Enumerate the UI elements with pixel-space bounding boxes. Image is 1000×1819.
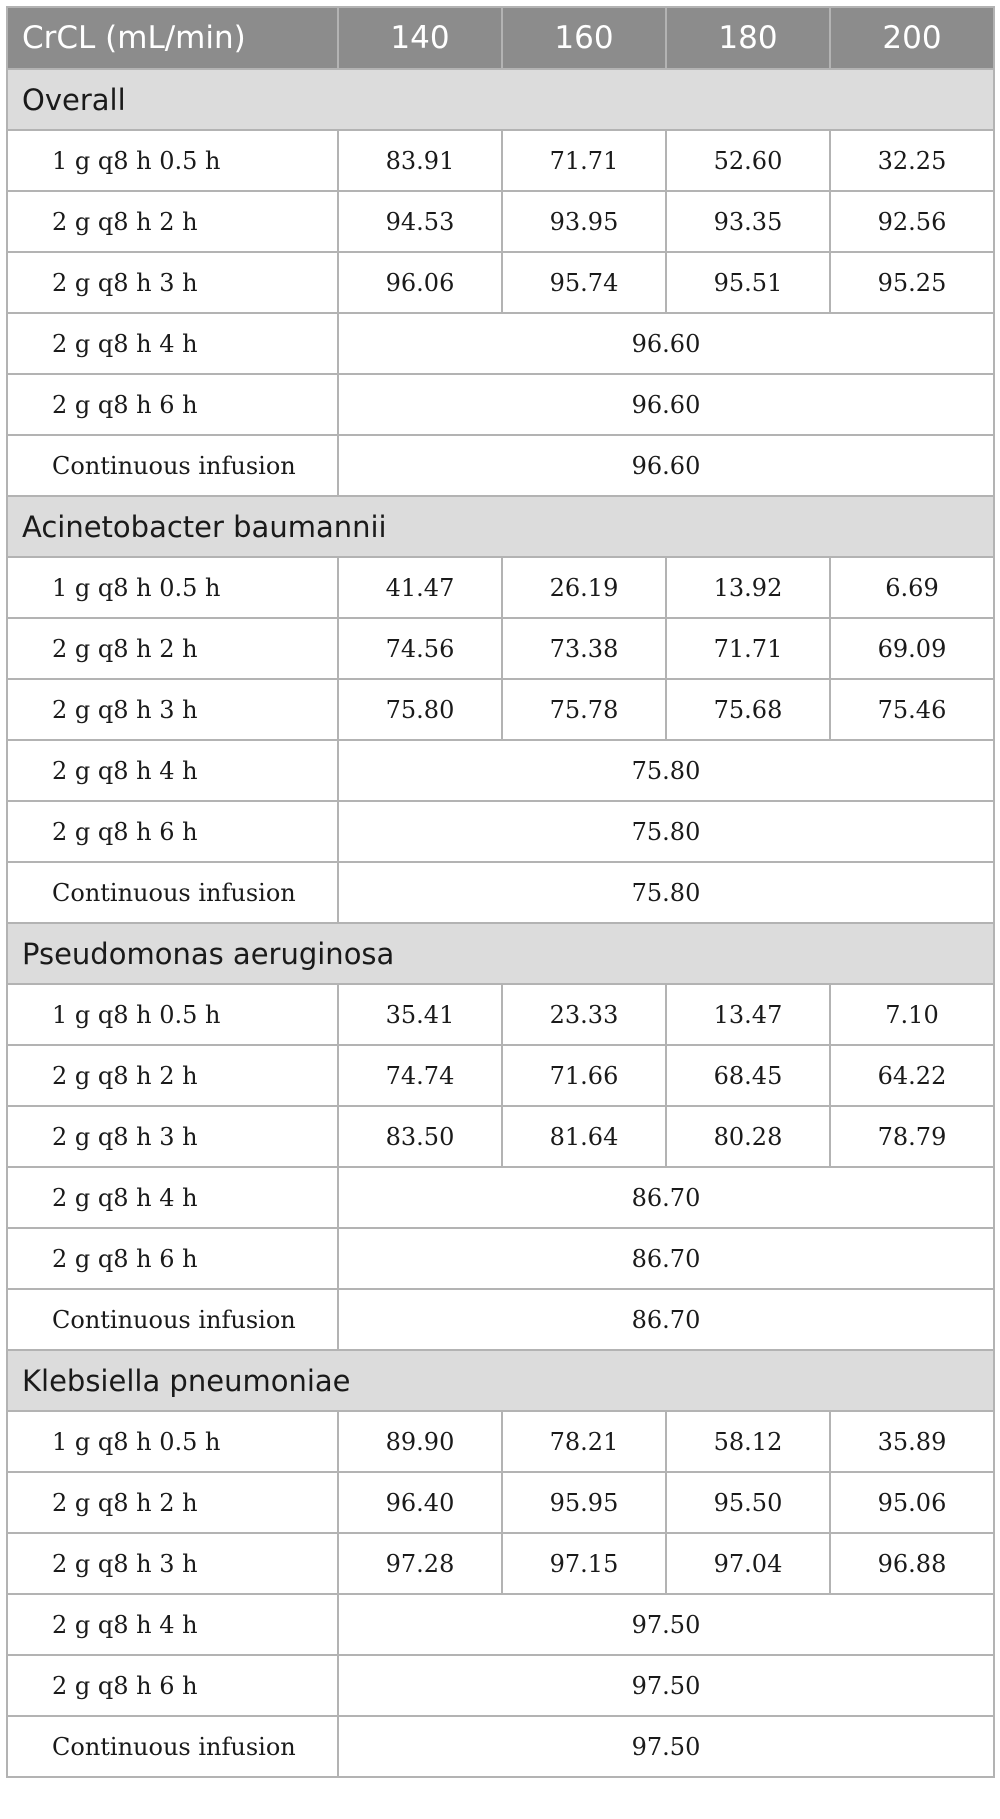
value-cell: 86.70 [338, 1289, 994, 1350]
table-row [7, 1594, 994, 1655]
regimen-label: 2 g q8 h 2 h [7, 1045, 338, 1106]
table-row [7, 1533, 994, 1594]
value-cell: 75.80 [338, 740, 994, 801]
value-cell: 75.46 [830, 679, 994, 740]
table-row [7, 1167, 994, 1228]
regimen-label: 2 g q8 h 3 h [7, 679, 338, 740]
regimen-label: Continuous infusion [7, 1289, 338, 1350]
table-row [7, 313, 994, 374]
value-cell: 13.92 [666, 557, 830, 618]
value-cell: 75.80 [338, 862, 994, 923]
value-cell: 68.45 [666, 1045, 830, 1106]
section-row [7, 923, 994, 984]
table-row [7, 1472, 994, 1533]
regimen-label: Continuous infusion [7, 1716, 338, 1777]
table-row [7, 1655, 994, 1716]
value-cell: 80.28 [666, 1106, 830, 1167]
table-row [7, 1228, 994, 1289]
value-cell: 75.80 [338, 679, 502, 740]
value-cell: 93.95 [502, 191, 666, 252]
value-cell: 96.60 [338, 435, 994, 496]
value-cell: 96.40 [338, 1472, 502, 1533]
value-cell: 73.38 [502, 618, 666, 679]
value-cell: 95.74 [502, 252, 666, 313]
section-title: Overall [7, 69, 994, 130]
regimen-label: 2 g q8 h 2 h [7, 1472, 338, 1533]
regimen-label: 2 g q8 h 6 h [7, 374, 338, 435]
value-cell: 96.60 [338, 313, 994, 374]
value-cell: 92.56 [830, 191, 994, 252]
value-cell: 97.50 [338, 1716, 994, 1777]
value-cell: 97.50 [338, 1594, 994, 1655]
value-cell: 83.50 [338, 1106, 502, 1167]
header-cell-160: 160 [502, 7, 666, 69]
value-cell: 97.04 [666, 1533, 830, 1594]
regimen-label: 1 g q8 h 0.5 h [7, 1411, 338, 1472]
value-cell: 71.66 [502, 1045, 666, 1106]
value-cell: 95.51 [666, 252, 830, 313]
section-row [7, 1350, 994, 1411]
value-cell: 13.47 [666, 984, 830, 1045]
section-title: Pseudomonas aeruginosa [7, 923, 994, 984]
value-cell: 93.35 [666, 191, 830, 252]
section-row [7, 69, 994, 130]
value-cell: 6.69 [830, 557, 994, 618]
value-cell: 83.91 [338, 130, 502, 191]
value-cell: 95.50 [666, 1472, 830, 1533]
regimen-label: 2 g q8 h 4 h [7, 1594, 338, 1655]
value-cell: 78.79 [830, 1106, 994, 1167]
value-cell: 64.22 [830, 1045, 994, 1106]
regimen-label: 2 g q8 h 6 h [7, 1655, 338, 1716]
value-cell: 75.68 [666, 679, 830, 740]
value-cell: 95.25 [830, 252, 994, 313]
section-row [7, 496, 994, 557]
table-row [7, 1411, 994, 1472]
value-cell: 95.95 [502, 1472, 666, 1533]
regimen-label: 1 g q8 h 0.5 h [7, 557, 338, 618]
table-row [7, 1106, 994, 1167]
value-cell: 74.74 [338, 1045, 502, 1106]
table-row [7, 801, 994, 862]
table-row [7, 252, 994, 313]
regimen-label: 2 g q8 h 2 h [7, 618, 338, 679]
regimen-label: 2 g q8 h 4 h [7, 313, 338, 374]
value-cell: 23.33 [502, 984, 666, 1045]
value-cell: 7.10 [830, 984, 994, 1045]
table-row [7, 1045, 994, 1106]
regimen-label: 2 g q8 h 4 h [7, 740, 338, 801]
header-cell-crcl: CrCL (mL/min) [7, 7, 338, 69]
value-cell: 86.70 [338, 1228, 994, 1289]
regimen-label: 1 g q8 h 0.5 h [7, 984, 338, 1045]
value-cell: 52.60 [666, 130, 830, 191]
value-cell: 78.21 [502, 1411, 666, 1472]
header-cell-140: 140 [338, 7, 502, 69]
table-row [7, 740, 994, 801]
value-cell: 41.47 [338, 557, 502, 618]
table-row [7, 984, 994, 1045]
value-cell: 26.19 [502, 557, 666, 618]
value-cell: 96.88 [830, 1533, 994, 1594]
value-cell: 75.80 [338, 801, 994, 862]
value-cell: 35.41 [338, 984, 502, 1045]
table-body [7, 69, 994, 1777]
table-row [7, 374, 994, 435]
pta-table [6, 6, 995, 1778]
table-row [7, 679, 994, 740]
value-cell: 95.06 [830, 1472, 994, 1533]
regimen-label: Continuous infusion [7, 435, 338, 496]
value-cell: 71.71 [502, 130, 666, 191]
value-cell: 97.28 [338, 1533, 502, 1594]
regimen-label: 2 g q8 h 3 h [7, 1533, 338, 1594]
section-title: Klebsiella pneumoniae [7, 1350, 994, 1411]
value-cell: 69.09 [830, 618, 994, 679]
value-cell: 35.89 [830, 1411, 994, 1472]
header-row [7, 7, 994, 69]
regimen-label: 2 g q8 h 6 h [7, 801, 338, 862]
table-row [7, 1289, 994, 1350]
value-cell: 32.25 [830, 130, 994, 191]
regimen-label: Continuous infusion [7, 862, 338, 923]
value-cell: 71.71 [666, 618, 830, 679]
regimen-label: 2 g q8 h 2 h [7, 191, 338, 252]
section-title: Acinetobacter baumannii [7, 496, 994, 557]
value-cell: 97.50 [338, 1655, 994, 1716]
regimen-label: 1 g q8 h 0.5 h [7, 130, 338, 191]
value-cell: 75.78 [502, 679, 666, 740]
table-row [7, 435, 994, 496]
regimen-label: 2 g q8 h 4 h [7, 1167, 338, 1228]
value-cell: 96.60 [338, 374, 994, 435]
table-row [7, 130, 994, 191]
value-cell: 58.12 [666, 1411, 830, 1472]
regimen-label: 2 g q8 h 3 h [7, 252, 338, 313]
table-row [7, 1716, 994, 1777]
value-cell: 89.90 [338, 1411, 502, 1472]
regimen-label: 2 g q8 h 3 h [7, 1106, 338, 1167]
header-cell-180: 180 [666, 7, 830, 69]
regimen-label: 2 g q8 h 6 h [7, 1228, 338, 1289]
table-row [7, 862, 994, 923]
value-cell: 94.53 [338, 191, 502, 252]
table-row [7, 557, 994, 618]
header-cell-200: 200 [830, 7, 994, 69]
table-row [7, 618, 994, 679]
table-row [7, 191, 994, 252]
value-cell: 97.15 [502, 1533, 666, 1594]
value-cell: 74.56 [338, 618, 502, 679]
value-cell: 86.70 [338, 1167, 994, 1228]
value-cell: 96.06 [338, 252, 502, 313]
value-cell: 81.64 [502, 1106, 666, 1167]
